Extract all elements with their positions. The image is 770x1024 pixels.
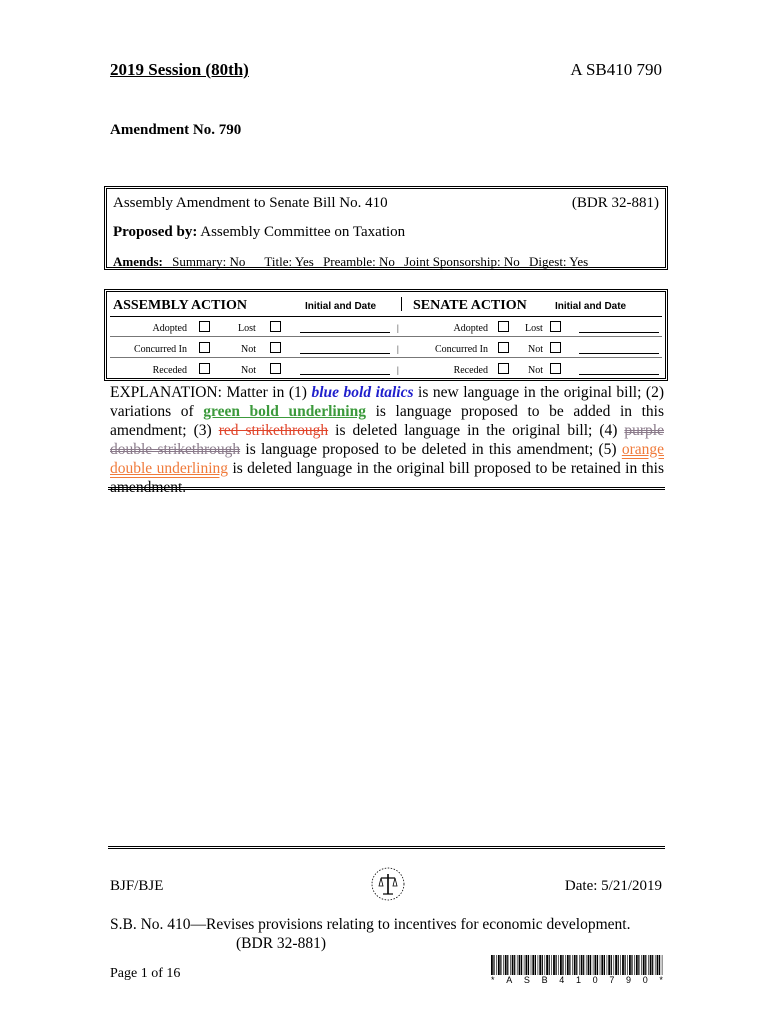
amends-preamble: Preamble: No	[323, 254, 395, 269]
barcode-bar	[629, 955, 631, 975]
barcode-char: 9	[626, 975, 632, 985]
barcode-char: 0	[592, 975, 598, 985]
barcode-bar	[625, 955, 626, 975]
barcode-char: 7	[609, 975, 615, 985]
row-tick: |	[397, 365, 399, 375]
barcode-bar	[659, 955, 660, 975]
assembly-initial-line[interactable]	[300, 332, 390, 333]
assembly-lost-label: Lost	[238, 323, 256, 334]
barcode-bar	[652, 955, 653, 975]
barcode-bar	[593, 955, 594, 975]
barcode-bar	[648, 955, 649, 975]
barcode-bar	[638, 955, 639, 975]
orange-double-underlining-sample: orange double underlining	[110, 441, 665, 477]
footer-bdr: (BDR 32-881)	[236, 935, 326, 952]
senate-initial-line[interactable]	[579, 332, 659, 333]
senate-action-header: SENATE ACTION	[413, 298, 527, 313]
explanation-text: is deleted language in the original bill; (4)	[328, 422, 625, 439]
barcode-bar	[521, 955, 522, 975]
barcode-bar	[662, 955, 663, 975]
footer-rule	[108, 846, 665, 849]
assembly-action-header: ASSEMBLY ACTION	[113, 298, 247, 313]
assembly-initial-line[interactable]	[300, 374, 390, 375]
senate-initial-date-header: Initial and Date	[555, 301, 627, 312]
amends-line	[113, 254, 594, 270]
header-rule	[110, 316, 662, 317]
barcode-bar	[558, 955, 559, 975]
barcode-bar	[565, 955, 566, 975]
barcode-bar	[614, 955, 615, 975]
assembly-not-checkbox[interactable]	[270, 363, 281, 374]
barcode-bar	[524, 955, 525, 975]
assembly-adopted-checkbox[interactable]	[199, 321, 210, 332]
barcode-char: *	[491, 975, 495, 985]
barcode-bar	[528, 955, 529, 975]
barcode-bar	[505, 955, 507, 975]
senate-receded-label: Receded	[453, 365, 488, 376]
senate-adopted-checkbox[interactable]	[498, 321, 509, 332]
explanation-text: is language proposed to be added in this amendment; (3)	[110, 403, 664, 439]
barcode-bar	[549, 955, 550, 975]
barcode-bar	[514, 955, 515, 975]
red-strikethrough-sample: red strikethrough	[218, 422, 329, 439]
assembly-receded-label: Receded	[152, 365, 187, 376]
barcode-bar	[551, 955, 552, 975]
barcode-bar	[643, 955, 645, 975]
barcode-bar	[532, 955, 534, 975]
proposed-by-value: Assembly Committee on Taxation	[200, 224, 406, 240]
barcode-bar	[601, 955, 603, 975]
barcode-char: S	[523, 975, 530, 985]
barcode-bar	[627, 955, 628, 975]
barcode-bar	[510, 955, 511, 975]
amends-joint-sponsorship: Joint Sponsorship: No	[404, 254, 520, 269]
senate-not-label: Not	[528, 344, 543, 355]
session-title: 2019 Session (80th)	[110, 60, 249, 79]
barcode-bar	[539, 955, 541, 975]
barcode-bar	[645, 955, 646, 975]
barcode-bar	[588, 955, 590, 975]
footer-date: Date: 5/21/2019	[564, 878, 662, 894]
barcode-bar	[574, 955, 576, 975]
row-rule	[110, 336, 662, 337]
barcode-bar	[641, 955, 642, 975]
purple-double-strikethrough-sample: purple double strikethrough	[110, 422, 664, 458]
assembly-not-label: Not	[241, 344, 256, 355]
barcode-icon	[491, 955, 663, 975]
barcode-bar	[581, 955, 583, 975]
barcode-bar	[493, 955, 494, 975]
bill-summary-line: S.B. No. 410—Revises provisions relating to incentives for economic development.	[110, 916, 631, 933]
barcode-bar	[507, 955, 508, 975]
amendment-code: A SB410 790	[570, 60, 662, 79]
state-seal-icon	[370, 866, 406, 902]
amends-label: Amends:	[113, 254, 163, 269]
drafter-initials: BJF/BJE	[110, 878, 164, 894]
barcode-bar	[657, 955, 659, 975]
assembly-not-checkbox[interactable]	[270, 342, 281, 353]
barcode-bar	[655, 955, 656, 975]
green-bold-underlining-sample: green bold underlining	[203, 403, 366, 420]
barcode-char: *	[659, 975, 663, 985]
row-rule	[110, 357, 662, 358]
barcode-bar	[597, 955, 598, 975]
explanation-paragraph	[110, 383, 664, 497]
amendment-number: Amendment No. 790	[110, 122, 242, 138]
barcode-bar	[607, 955, 608, 975]
barcode-bar	[586, 955, 587, 975]
assembly-adopted-label: Adopted	[152, 323, 187, 334]
row-tick: |	[397, 344, 399, 354]
barcode-bar	[576, 955, 577, 975]
barcode-char: B	[541, 975, 548, 985]
header-separator	[401, 297, 402, 311]
barcode-bar	[538, 955, 539, 975]
barcode-bar	[526, 955, 528, 975]
barcode-bar	[590, 955, 591, 975]
barcode-bar	[535, 955, 536, 975]
bdr-number: (BDR 32-881)	[571, 195, 659, 211]
barcode-bar	[615, 955, 617, 975]
assembly-initial-date-header: Initial and Date	[305, 301, 377, 312]
barcode-bar	[560, 955, 562, 975]
barcode-bar	[569, 955, 570, 975]
barcode-bar	[604, 955, 605, 975]
barcode-bar	[631, 955, 632, 975]
barcode-bar	[634, 955, 635, 975]
amends-summary: Summary: No	[172, 254, 246, 269]
amends-title: Title: Yes	[264, 254, 314, 269]
assembly-concurred-label: Concurred In	[133, 344, 187, 355]
barcode-bar	[608, 955, 610, 975]
assembly-concurred-checkbox[interactable]	[199, 342, 210, 353]
barcode-bar	[553, 955, 555, 975]
amends-digest: Digest: Yes	[528, 254, 589, 269]
barcode-bar	[579, 955, 580, 975]
barcode-bar	[517, 955, 518, 975]
explanation-text: is language proposed to be deleted in this amendment; (5)	[240, 441, 622, 458]
barcode-char: 1	[575, 975, 581, 985]
barcode-bar	[498, 955, 500, 975]
proposed-by	[113, 224, 405, 241]
barcode-bar	[491, 955, 493, 975]
barcode-char: 0	[642, 975, 648, 985]
amendment-title: Assembly Amendment to Senate Bill No. 410	[113, 195, 388, 211]
senate-not-checkbox[interactable]	[550, 342, 561, 353]
senate-not-label: Not	[528, 365, 543, 376]
senate-concurred-label: Concurred In	[434, 344, 488, 355]
assembly-not-label: Not	[241, 365, 256, 376]
barcode-char: A	[506, 975, 513, 985]
explanation-rule	[108, 487, 665, 490]
barcode-bar	[562, 955, 563, 975]
barcode-bar	[618, 955, 619, 975]
assembly-lost-checkbox[interactable]	[270, 321, 281, 332]
senate-concurred-checkbox[interactable]	[498, 342, 509, 353]
barcode-bar	[620, 955, 621, 975]
senate-initial-line[interactable]	[579, 374, 659, 375]
amendment-info-box	[104, 186, 668, 270]
barcode-bar	[503, 955, 504, 975]
barcode-bar	[600, 955, 601, 975]
barcode-bar	[650, 955, 652, 975]
assembly-receded-checkbox[interactable]	[199, 363, 210, 374]
barcode-char: 4	[559, 975, 565, 985]
barcode-bar	[572, 955, 573, 975]
barcode-bar	[611, 955, 612, 975]
row-tick: |	[397, 323, 399, 333]
barcode-bar	[531, 955, 532, 975]
page-number: Page 1 of 16	[110, 966, 181, 981]
senate-receded-checkbox[interactable]	[498, 363, 509, 374]
barcode-bar	[546, 955, 548, 975]
proposed-by-label: Proposed by:	[113, 224, 198, 240]
senate-lost-checkbox[interactable]	[550, 321, 561, 332]
barcode-bar	[496, 955, 497, 975]
barcode-bar	[595, 955, 597, 975]
barcode-bar	[545, 955, 546, 975]
senate-initial-line[interactable]	[579, 353, 659, 354]
explanation-text: is new language in the original bill; (2) variations of	[110, 384, 665, 420]
barcode-bar	[500, 955, 501, 975]
barcode-bar	[567, 955, 569, 975]
barcode-bar	[542, 955, 543, 975]
explanation-text: EXPLANATION: Matter in (1)	[110, 384, 312, 401]
barcode-bar	[583, 955, 584, 975]
senate-adopted-label: Adopted	[453, 323, 488, 334]
assembly-initial-line[interactable]	[300, 353, 390, 354]
barcode-bar	[512, 955, 514, 975]
barcode-bar	[556, 955, 557, 975]
senate-not-checkbox[interactable]	[550, 363, 561, 374]
barcode-bar	[519, 955, 521, 975]
senate-lost-label: Lost	[525, 323, 543, 334]
barcode-text	[491, 975, 663, 985]
explanation-text: is deleted language in the original bill proposed to be retained in this amendment.	[110, 460, 664, 496]
barcode-bar	[636, 955, 638, 975]
action-table	[104, 289, 668, 381]
blue-bold-italics-sample: blue bold italics	[311, 384, 414, 401]
barcode-bar	[622, 955, 624, 975]
